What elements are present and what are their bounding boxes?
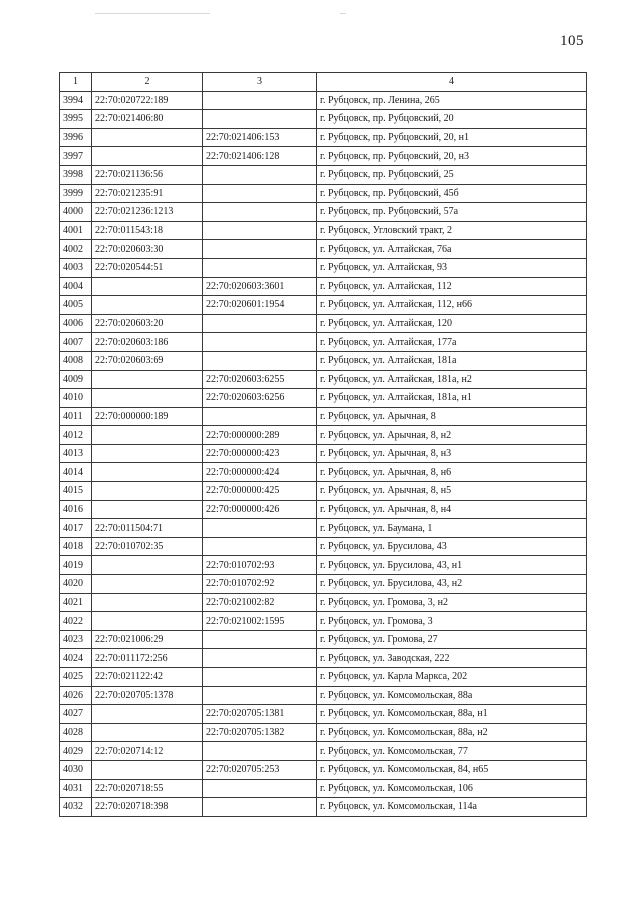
- address-cell: г. Рубцовск, ул. Громова, 3: [317, 612, 587, 631]
- sub-cadastral-number-cell: [203, 333, 317, 352]
- cadastral-number-cell: 22:70:020603:30: [92, 240, 203, 259]
- cadastral-number-cell: 22:70:000000:189: [92, 407, 203, 426]
- sub-cadastral-number-cell: [203, 668, 317, 687]
- row-number-cell: 3995: [60, 110, 92, 129]
- row-number-cell: 4023: [60, 630, 92, 649]
- cadastral-number-cell: 22:70:021235:91: [92, 184, 203, 203]
- address-cell: г. Рубцовск, пр. Рубцовский, 57а: [317, 203, 587, 222]
- address-cell: г. Рубцовск, пр. Рубцовский, 20, н3: [317, 147, 587, 166]
- cadastral-number-cell: 22:70:020603:69: [92, 351, 203, 370]
- column-header-1: 1: [60, 73, 92, 92]
- table-row: [60, 519, 587, 538]
- table-row: [60, 556, 587, 575]
- table-row: [60, 91, 587, 110]
- sub-cadastral-number-cell: 22:70:020705:1381: [203, 705, 317, 724]
- sub-cadastral-number-cell: [203, 351, 317, 370]
- sub-cadastral-number-cell: [203, 686, 317, 705]
- row-number-cell: 4005: [60, 296, 92, 315]
- cadastral-number-cell: [92, 128, 203, 147]
- row-number-cell: 3996: [60, 128, 92, 147]
- table-row: [60, 258, 587, 277]
- row-number-cell: 4015: [60, 482, 92, 501]
- table-row: [60, 221, 587, 240]
- row-number-cell: 4009: [60, 370, 92, 389]
- address-cell: г. Рубцовск, ул. Карла Маркса, 202: [317, 668, 587, 687]
- cadastral-number-cell: [92, 296, 203, 315]
- column-header-4: 4: [317, 73, 587, 92]
- sub-cadastral-number-cell: 22:70:000000:425: [203, 482, 317, 501]
- address-cell: г. Рубцовск, ул. Арычная, 8: [317, 407, 587, 426]
- sub-cadastral-number-cell: 22:70:010702:93: [203, 556, 317, 575]
- cadastral-number-cell: [92, 482, 203, 501]
- sub-cadastral-number-cell: 22:70:021406:128: [203, 147, 317, 166]
- address-cell: г. Рубцовск, ул. Комсомольская, 88а: [317, 686, 587, 705]
- sub-cadastral-number-cell: 22:70:000000:289: [203, 426, 317, 445]
- row-number-cell: 4026: [60, 686, 92, 705]
- sub-cadastral-number-cell: 22:70:020601:1954: [203, 296, 317, 315]
- sub-cadastral-number-cell: 22:70:000000:423: [203, 444, 317, 463]
- cadastral-number-cell: [92, 575, 203, 594]
- sub-cadastral-number-cell: [203, 519, 317, 538]
- address-cell: г. Рубцовск, пр. Рубцовский, 25: [317, 165, 587, 184]
- table-row: [60, 798, 587, 817]
- address-cell: г. Рубцовск, пр. Рубцовский, 20, н1: [317, 128, 587, 147]
- address-cell: г. Рубцовск, ул. Алтайская, 76а: [317, 240, 587, 259]
- sub-cadastral-number-cell: 22:70:020705:253: [203, 760, 317, 779]
- row-number-cell: 4021: [60, 593, 92, 612]
- cadastral-number-cell: 22:70:020718:398: [92, 798, 203, 817]
- table-row: [60, 370, 587, 389]
- row-number-cell: 4002: [60, 240, 92, 259]
- row-number-cell: 4027: [60, 705, 92, 724]
- address-cell: г. Рубцовск, ул. Комсомольская, 88а, н2: [317, 723, 587, 742]
- row-number-cell: 4024: [60, 649, 92, 668]
- row-number-cell: 4029: [60, 742, 92, 761]
- table-row: [60, 686, 587, 705]
- row-number-cell: 4014: [60, 463, 92, 482]
- address-cell: г. Рубцовск, ул. Заводская, 222: [317, 649, 587, 668]
- cadastral-number-cell: [92, 500, 203, 519]
- cadastral-number-cell: 22:70:010702:35: [92, 537, 203, 556]
- address-cell: г. Рубцовск, ул. Арычная, 8, н4: [317, 500, 587, 519]
- address-cell: г. Рубцовск, ул. Брусилова, 43: [317, 537, 587, 556]
- row-number-cell: 4020: [60, 575, 92, 594]
- address-cell: г. Рубцовск, ул. Комсомольская, 106: [317, 779, 587, 798]
- row-number-cell: 3999: [60, 184, 92, 203]
- sub-cadastral-number-cell: 22:70:020705:1382: [203, 723, 317, 742]
- sub-cadastral-number-cell: [203, 798, 317, 817]
- sub-cadastral-number-cell: [203, 184, 317, 203]
- table-row: [60, 575, 587, 594]
- address-cell: г. Рубцовск, ул. Арычная, 8, н5: [317, 482, 587, 501]
- address-cell: г. Рубцовск, ул. Арычная, 8, н3: [317, 444, 587, 463]
- sub-cadastral-number-cell: 22:70:021406:153: [203, 128, 317, 147]
- address-cell: г. Рубцовск, ул. Алтайская, 177а: [317, 333, 587, 352]
- cadastral-number-cell: [92, 426, 203, 445]
- table-header-row: [60, 73, 587, 92]
- address-cell: г. Рубцовск, ул. Алтайская, 120: [317, 314, 587, 333]
- sub-cadastral-number-cell: [203, 314, 317, 333]
- cadastral-number-cell: [92, 705, 203, 724]
- cadastral-number-cell: [92, 389, 203, 408]
- column-header-2: 2: [92, 73, 203, 92]
- table-row: [60, 649, 587, 668]
- cadastral-number-cell: 22:70:021236:1213: [92, 203, 203, 222]
- sub-cadastral-number-cell: 22:70:020603:6256: [203, 389, 317, 408]
- sub-cadastral-number-cell: [203, 742, 317, 761]
- sub-cadastral-number-cell: [203, 91, 317, 110]
- sub-cadastral-number-cell: 22:70:021002:82: [203, 593, 317, 612]
- cadastral-number-cell: 22:70:020718:55: [92, 779, 203, 798]
- sub-cadastral-number-cell: [203, 221, 317, 240]
- sub-cadastral-number-cell: [203, 779, 317, 798]
- address-cell: г. Рубцовск, ул. Алтайская, 181а: [317, 351, 587, 370]
- cadastral-number-cell: [92, 556, 203, 575]
- cadastral-number-cell: 22:70:021006:29: [92, 630, 203, 649]
- table-row: [60, 165, 587, 184]
- table-row: [60, 203, 587, 222]
- scan-artifact-dot: [340, 13, 346, 14]
- address-cell: г. Рубцовск, пр. Ленина, 265: [317, 91, 587, 110]
- sub-cadastral-number-cell: [203, 203, 317, 222]
- row-number-cell: 4028: [60, 723, 92, 742]
- table-row: [60, 333, 587, 352]
- cadastral-number-cell: 22:70:020714:12: [92, 742, 203, 761]
- cadastral-number-cell: [92, 444, 203, 463]
- cadastral-number-cell: [92, 612, 203, 631]
- table-row: [60, 351, 587, 370]
- table-row: [60, 184, 587, 203]
- registry-table: [59, 72, 587, 817]
- address-cell: г. Рубцовск, Угловский тракт, 2: [317, 221, 587, 240]
- row-number-cell: 4032: [60, 798, 92, 817]
- row-number-cell: 4001: [60, 221, 92, 240]
- address-cell: г. Рубцовск, ул. Громова, 3, н2: [317, 593, 587, 612]
- sub-cadastral-number-cell: 22:70:021002:1595: [203, 612, 317, 631]
- address-cell: г. Рубцовск, ул. Громова, 27: [317, 630, 587, 649]
- cadastral-number-cell: 22:70:011172:256: [92, 649, 203, 668]
- cadastral-number-cell: [92, 463, 203, 482]
- address-cell: г. Рубцовск, ул. Комсомольская, 114а: [317, 798, 587, 817]
- table-row: [60, 444, 587, 463]
- address-cell: г. Рубцовск, ул. Комсомольская, 77: [317, 742, 587, 761]
- table-row: [60, 723, 587, 742]
- row-number-cell: 4018: [60, 537, 92, 556]
- address-cell: г. Рубцовск, ул. Алтайская, 93: [317, 258, 587, 277]
- address-cell: г. Рубцовск, пр. Рубцовский, 45б: [317, 184, 587, 203]
- cadastral-number-cell: [92, 593, 203, 612]
- cadastral-number-cell: 22:70:020603:186: [92, 333, 203, 352]
- table-row: [60, 277, 587, 296]
- sub-cadastral-number-cell: [203, 649, 317, 668]
- cadastral-number-cell: [92, 277, 203, 296]
- sub-cadastral-number-cell: 22:70:000000:424: [203, 463, 317, 482]
- column-header-3: 3: [203, 73, 317, 92]
- sub-cadastral-number-cell: [203, 110, 317, 129]
- row-number-cell: 4012: [60, 426, 92, 445]
- sub-cadastral-number-cell: 22:70:010702:92: [203, 575, 317, 594]
- table-row: [60, 240, 587, 259]
- scan-artifact-line: [95, 13, 210, 14]
- cadastral-number-cell: 22:70:011543:18: [92, 221, 203, 240]
- cadastral-number-cell: 22:70:021122:42: [92, 668, 203, 687]
- address-cell: г. Рубцовск, пр. Рубцовский, 20: [317, 110, 587, 129]
- address-cell: г. Рубцовск, ул. Комсомольская, 88а, н1: [317, 705, 587, 724]
- row-number-cell: 4025: [60, 668, 92, 687]
- sub-cadastral-number-cell: 22:70:020603:6255: [203, 370, 317, 389]
- address-cell: г. Рубцовск, ул. Баумана, 1: [317, 519, 587, 538]
- table-row: [60, 110, 587, 129]
- row-number-cell: 4000: [60, 203, 92, 222]
- table-row: [60, 296, 587, 315]
- table-row: [60, 593, 587, 612]
- address-cell: г. Рубцовск, ул. Арычная, 8, н2: [317, 426, 587, 445]
- address-cell: г. Рубцовск, ул. Брусилова, 43, н1: [317, 556, 587, 575]
- row-number-cell: 4017: [60, 519, 92, 538]
- cadastral-number-cell: 22:70:020722:189: [92, 91, 203, 110]
- row-number-cell: 4013: [60, 444, 92, 463]
- table-row: [60, 705, 587, 724]
- cadastral-number-cell: 22:70:021136:56: [92, 165, 203, 184]
- row-number-cell: 4007: [60, 333, 92, 352]
- address-cell: г. Рубцовск, ул. Алтайская, 181а, н1: [317, 389, 587, 408]
- cadastral-number-cell: 22:70:021406:80: [92, 110, 203, 129]
- sub-cadastral-number-cell: [203, 240, 317, 259]
- cadastral-number-cell: 22:70:011504:71: [92, 519, 203, 538]
- sub-cadastral-number-cell: [203, 258, 317, 277]
- sub-cadastral-number-cell: [203, 630, 317, 649]
- row-number-cell: 4016: [60, 500, 92, 519]
- row-number-cell: 3997: [60, 147, 92, 166]
- row-number-cell: 4010: [60, 389, 92, 408]
- cadastral-number-cell: [92, 370, 203, 389]
- table-row: [60, 537, 587, 556]
- table-row: [60, 630, 587, 649]
- table-row: [60, 668, 587, 687]
- table-row: [60, 407, 587, 426]
- sub-cadastral-number-cell: [203, 165, 317, 184]
- page-number: 105: [560, 33, 584, 49]
- cadastral-number-cell: [92, 147, 203, 166]
- table-row: [60, 128, 587, 147]
- address-cell: г. Рубцовск, ул. Алтайская, 181а, н2: [317, 370, 587, 389]
- sub-cadastral-number-cell: [203, 407, 317, 426]
- table-row: [60, 760, 587, 779]
- table-row: [60, 426, 587, 445]
- address-cell: г. Рубцовск, ул. Алтайская, 112: [317, 277, 587, 296]
- row-number-cell: 4008: [60, 351, 92, 370]
- row-number-cell: 4004: [60, 277, 92, 296]
- cadastral-number-cell: [92, 723, 203, 742]
- row-number-cell: 4003: [60, 258, 92, 277]
- row-number-cell: 4030: [60, 760, 92, 779]
- sub-cadastral-number-cell: [203, 537, 317, 556]
- row-number-cell: 4019: [60, 556, 92, 575]
- row-number-cell: 4022: [60, 612, 92, 631]
- row-number-cell: 3994: [60, 91, 92, 110]
- address-cell: г. Рубцовск, ул. Арычная, 8, н6: [317, 463, 587, 482]
- table-row: [60, 500, 587, 519]
- table-row: [60, 463, 587, 482]
- cadastral-number-cell: 22:70:020705:1378: [92, 686, 203, 705]
- table-row: [60, 147, 587, 166]
- table-row: [60, 779, 587, 798]
- table-row: [60, 314, 587, 333]
- table-row: [60, 742, 587, 761]
- row-number-cell: 4011: [60, 407, 92, 426]
- address-cell: г. Рубцовск, ул. Комсомольская, 84, н65: [317, 760, 587, 779]
- row-number-cell: 4031: [60, 779, 92, 798]
- table-row: [60, 389, 587, 408]
- address-cell: г. Рубцовск, ул. Алтайская, 112, н66: [317, 296, 587, 315]
- table-row: [60, 612, 587, 631]
- sub-cadastral-number-cell: 22:70:000000:426: [203, 500, 317, 519]
- row-number-cell: 4006: [60, 314, 92, 333]
- table-row: [60, 482, 587, 501]
- cadastral-number-cell: 22:70:020544:51: [92, 258, 203, 277]
- sub-cadastral-number-cell: 22:70:020603:3601: [203, 277, 317, 296]
- cadastral-number-cell: 22:70:020603:20: [92, 314, 203, 333]
- row-number-cell: 3998: [60, 165, 92, 184]
- cadastral-number-cell: [92, 760, 203, 779]
- address-cell: г. Рубцовск, ул. Брусилова, 43, н2: [317, 575, 587, 594]
